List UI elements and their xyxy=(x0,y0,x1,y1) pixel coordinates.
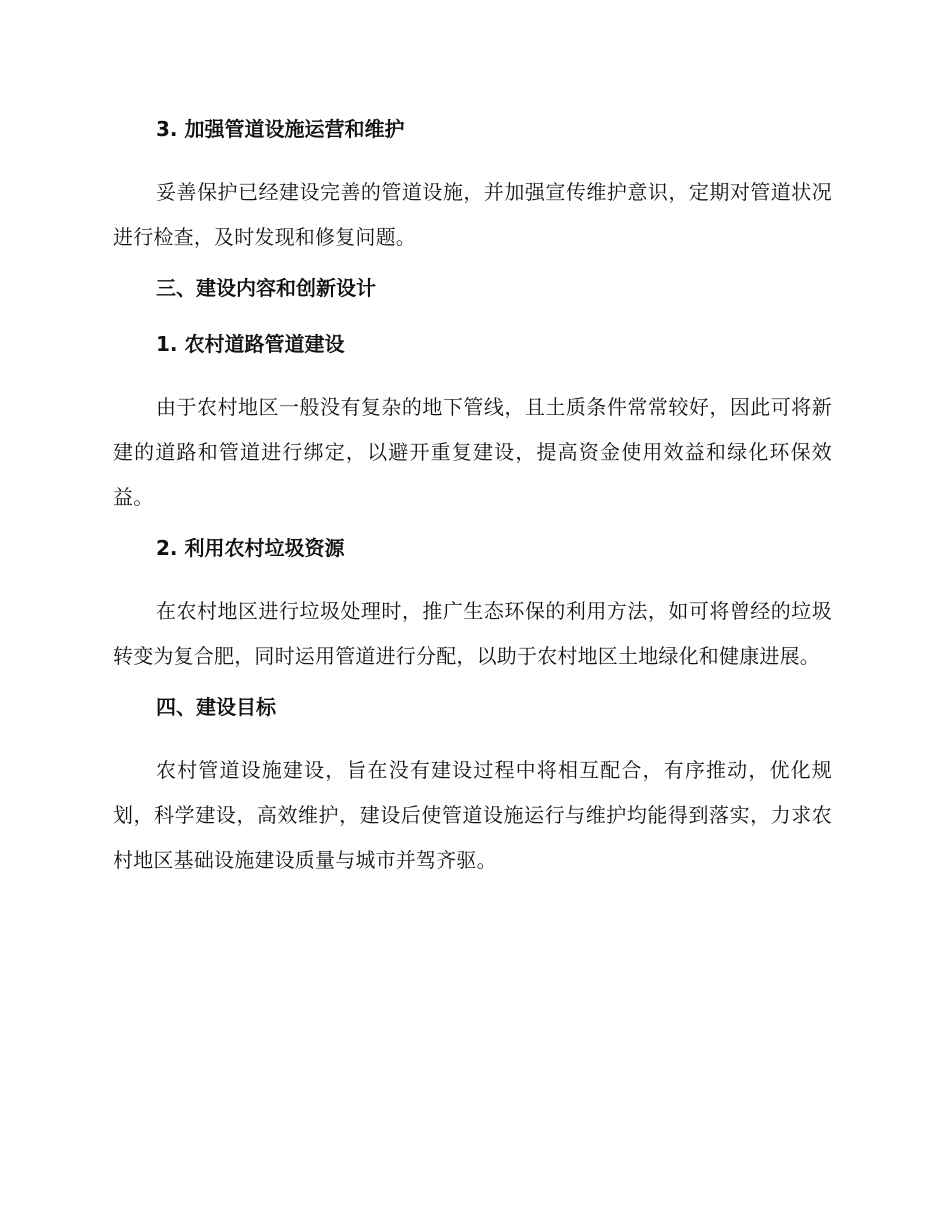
section-heading-rural-road-pipeline: 1. 农村道路管道建设 xyxy=(156,332,345,356)
paragraph-construction-goals: 农村管道设施建设，旨在没有建设过程中将相互配合，有序推动，优化规划，科学建设，高效维护，建设后使管道设施运行与维护均能得到落实，力求农村地区基础设施建设质量与城市并驾齐驱。 xyxy=(113,758,832,872)
paragraph-rural-waste-resources: 在农村地区进行垃圾处理时，推广生态环保的利用方法，如可将曾经的垃圾转变为复合肥，同时运用管道进行分配，以助于农村地区土地绿化和健康进展。 xyxy=(113,599,832,668)
section-heading-rural-waste-resources: 2. 利用农村垃圾资源 xyxy=(156,536,345,560)
section-heading-pipeline-maintenance: 3. 加强管道设施运营和维护 xyxy=(156,117,405,141)
paragraph-pipeline-maintenance: 妥善保护已经建设完善的管道设施，并加强宣传维护意识，定期对管道状况进行检查，及时发现和修复问题。 xyxy=(113,180,832,249)
section-heading-construction-content: 三、建设内容和创新设计 xyxy=(156,276,376,300)
section-heading-construction-goals: 四、建设目标 xyxy=(156,695,276,719)
paragraph-rural-road-pipeline: 由于农村地区一般没有复杂的地下管线，且土质条件常常较好，因此可将新建的道路和管道进行绑定，以避开重复建设，提高资金使用效益和绿化环保效益。 xyxy=(113,395,832,509)
